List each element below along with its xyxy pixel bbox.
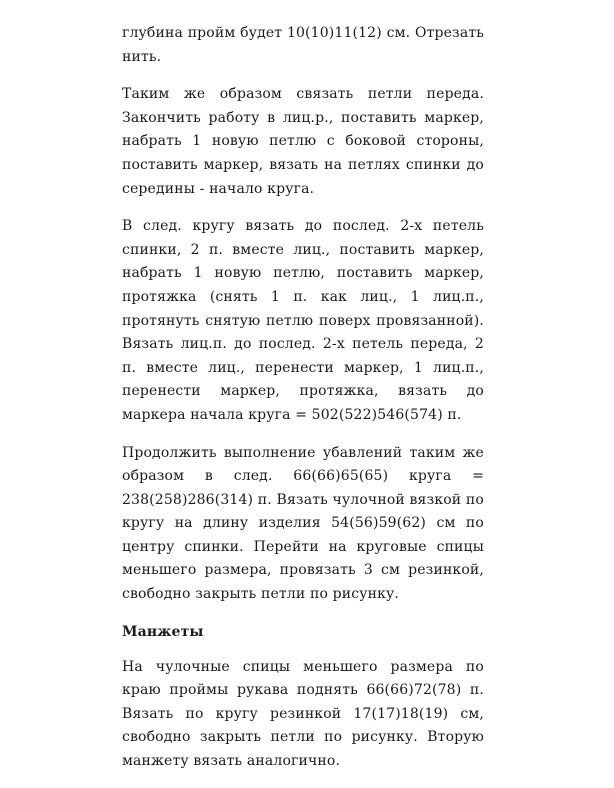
paragraph-next-round: В след. кругу вязать до послед. 2-х петель спинки, 2 п. вместе лиц., поставить маркер, набрать 1 новую петлю, поставить маркер, протяжка (снять 1 п. как лиц., 1 лиц.п., протянуть снятую петлю поверх провязанной). Вязать лиц.п. до послед. 2-х петель переда, 2 п. вместе лиц., перенести маркер, 1 лиц.п., перенести маркер, протяжка, вязать до маркера начала круга = 502(522)546(574) п. bbox=[122, 218, 484, 423]
paragraph-front-loops: Таким же образом связать петли переда. Закончить работу в лиц.р., поставить маркер, набрать 1 новую петлю с боковой стороны, поставить маркер, вязать на петлях спинки до середины - начало круга. bbox=[122, 86, 484, 197]
paragraph-armhole-depth: глубина пройм будет 10(10)11(12) см. Отрезать нить. bbox=[122, 25, 484, 65]
section-heading-cuffs: Манжеты bbox=[122, 623, 204, 640]
paragraph-decreases: Продолжить выполнение убавлений таким же образом в след. 66(66)65(65) круга = 238(258)286(314) п. Вязать чулочной вязкой по кругу на длину изделия 54(56)59(62) см по центру спинки. Перейти на круговые спицы меньшего размера, провязать 3 см резинкой, свободно закрыть петли по рисунку. bbox=[122, 444, 484, 603]
document-page bbox=[122, 22, 484, 788]
paragraph-cuffs: На чулочные спицы меньшего размера по краю проймы рукава поднять 66(66)72(78) п. Вязать по кругу резинкой 17(17)18(19) см, свободно закрыть петли по рисунку. Вторую манжету вязать аналогично. bbox=[122, 658, 484, 770]
